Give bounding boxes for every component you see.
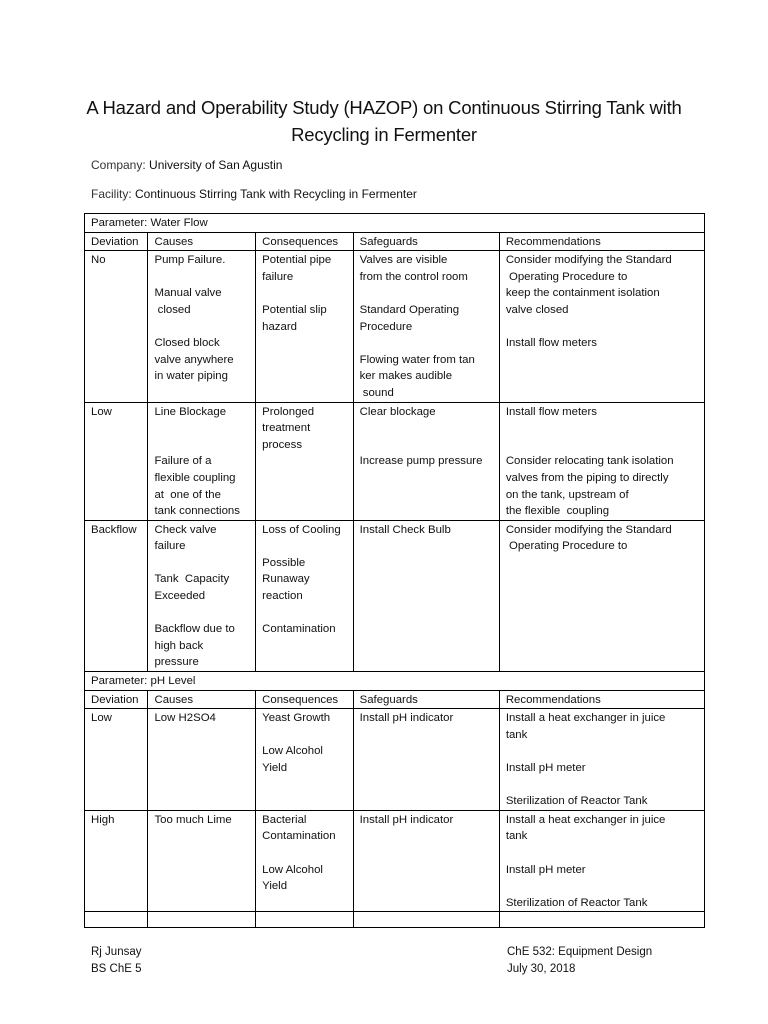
header-recommendations: Recommendations — [499, 690, 704, 709]
footer-program: BS ChE 5 — [91, 963, 142, 975]
header-consequences: Consequences — [256, 232, 353, 251]
causes-cell: Check valve failure Tank Capacity Exceeded Backflow due to high back pressure — [148, 520, 256, 671]
facility-line — [91, 187, 417, 201]
consequences-cell: Bacterial Contamination Low Alcohol Yield — [256, 810, 353, 912]
consequences-cell: Loss of Cooling Possible Runaway reaction Contamination — [256, 520, 353, 671]
header-causes: Causes — [148, 232, 256, 251]
table-row — [85, 810, 705, 912]
recommendations-cell: Install a heat exchanger in juice tank Install pH meter Sterilization of Reactor Tank — [499, 810, 704, 912]
deviation-cell — [85, 912, 148, 928]
table-row — [85, 709, 705, 811]
header-row — [85, 232, 705, 251]
header-safeguards: Safeguards — [353, 690, 499, 709]
header-causes: Causes — [148, 690, 256, 709]
facility-label: Facility: — [91, 187, 132, 201]
facility-value: Continuous Stirring Tank with Recycling in Fermenter — [135, 187, 417, 201]
safeguards-cell: Clear blockage Increase pump pressure — [353, 402, 499, 520]
causes-cell: Pump Failure. Manual valve closed Closed block valve anywhere in water piping — [148, 251, 256, 402]
causes-cell — [148, 912, 256, 928]
table-row — [85, 251, 705, 402]
parameter-row — [85, 214, 705, 233]
company-line — [91, 158, 282, 172]
deviation-cell: Low — [85, 709, 148, 811]
footer-author-block — [91, 944, 142, 978]
company-value: University of San Agustin — [149, 158, 283, 172]
company-label: Company: — [91, 158, 146, 172]
parameter-label: Parameter: Water Flow — [85, 214, 705, 233]
parameter-row — [85, 672, 705, 691]
header-deviation: Deviation — [85, 690, 148, 709]
safeguards-cell: Install pH indicator — [353, 810, 499, 912]
safeguards-cell — [353, 912, 499, 928]
header-row — [85, 690, 705, 709]
safeguards-cell: Install pH indicator — [353, 709, 499, 811]
safeguards-cell: Install Check Bulb — [353, 520, 499, 671]
header-recommendations: Recommendations — [499, 232, 704, 251]
header-consequences: Consequences — [256, 690, 353, 709]
recommendations-cell: Install a heat exchanger in juice tank Install pH meter Sterilization of Reactor Tank — [499, 709, 704, 811]
consequences-cell — [256, 912, 353, 928]
recommendations-cell: Install flow meters Consider relocating tank isolation valves from the piping to directly on the tank, upstream of the flexible coupling — [499, 402, 704, 520]
consequences-cell: Yeast Growth Low Alcohol Yield — [256, 709, 353, 811]
deviation-cell: High — [85, 810, 148, 912]
deviation-cell: Low — [85, 402, 148, 520]
causes-cell: Low H2SO4 — [148, 709, 256, 811]
recommendations-cell: Consider modifying the Standard Operating Procedure to — [499, 520, 704, 671]
header-deviation: Deviation — [85, 232, 148, 251]
footer-course: ChE 532: Equipment Design — [507, 946, 653, 958]
table-row-empty — [85, 912, 705, 928]
footer-date: July 30, 2018 — [507, 963, 576, 975]
deviation-cell: No — [85, 251, 148, 402]
consequences-cell: Potential pipe failure Potential slip hazard — [256, 251, 353, 402]
recommendations-cell: Consider modifying the Standard Operating Procedure to keep the containment isolation valve closed Install flow meters — [499, 251, 704, 402]
causes-cell: Line Blockage Failure of a flexible coupling at one of the tank connections — [148, 402, 256, 520]
table-row — [85, 402, 705, 520]
footer-course-block — [507, 944, 652, 978]
document-title: A Hazard and Operability Study (HAZOP) on Continuous Stirring Tank with Recycling in Fermenter — [86, 97, 682, 145]
header-safeguards: Safeguards — [353, 232, 499, 251]
hazop-table — [84, 213, 705, 928]
consequences-cell: Prolonged treatment process — [256, 402, 353, 520]
safeguards-cell: Valves are visible from the control room Standard Operating Procedure Flowing water from tan ker makes audible sound — [353, 251, 499, 402]
causes-cell: Too much Lime — [148, 810, 256, 912]
parameter-label: Parameter: pH Level — [85, 672, 705, 691]
recommendations-cell — [499, 912, 704, 928]
footer-author: Rj Junsay — [91, 946, 142, 958]
table-row — [85, 520, 705, 671]
deviation-cell: Backflow — [85, 520, 148, 671]
